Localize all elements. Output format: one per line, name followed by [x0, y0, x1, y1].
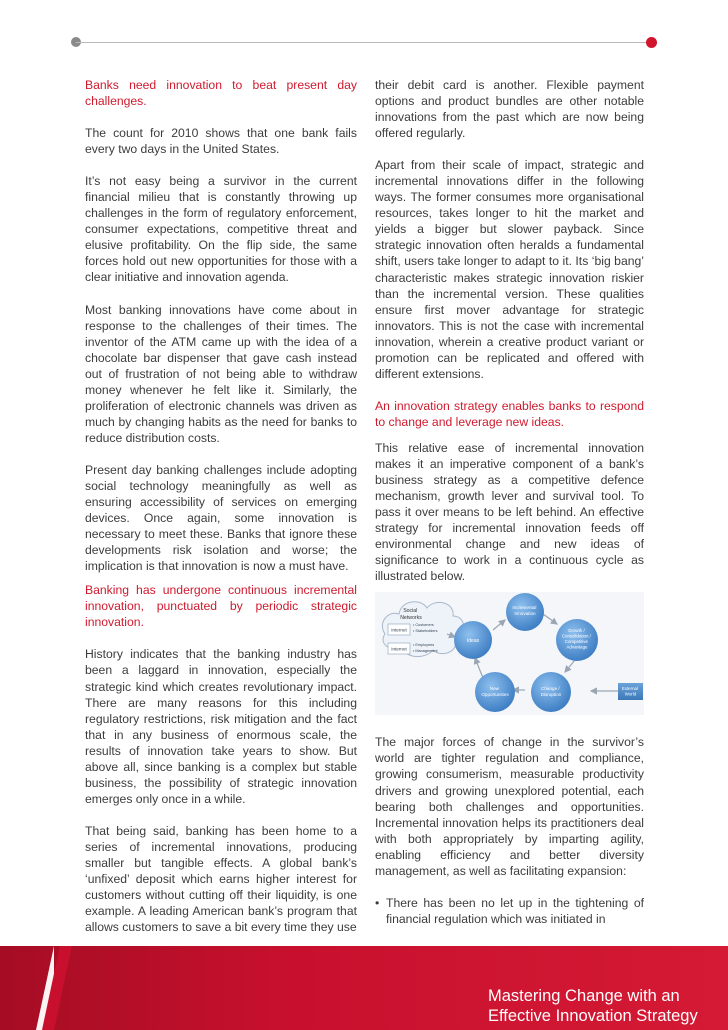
paragraph: their debit card is another. Flexible payment options and product bundles are other notable innovations from the past which are now being offered regularly.: [375, 78, 644, 141]
footer-title: [488, 986, 698, 1026]
right-column: [375, 77, 644, 943]
pull-quote-3: An innovation strategy enables banks to respond to change and leverage new ideas.: [375, 398, 644, 429]
pull-quote-2: Banking has undergone continuous incremental innovation, punctuated by periodic strategic innovation.: [85, 583, 357, 630]
paragraph: Apart from their scale of impact, strategic and incremental innovations differ in the following ways. The former consumes more organisational resources, takes longer to hit the market and yields a bigger but slower payback. Since strategic innovation often heralds a fundamental shift, users take longer to adapt to it. Its ‘big bang’ characteristic makes strategic innovation riskier than the incremental version. These qualities ensure first mover advantage for strategic innovators. This is not the case with incremental innovation, wherein a creative product variant or promotion can be replicated and offered with different extensions.: [375, 158, 644, 381]
new-opportunities-line2: Opportunities: [481, 692, 509, 698]
new-opportunities-line1: New: [489, 686, 499, 692]
cloud-title-line1: Social: [403, 608, 418, 615]
paragraph: Present day banking challenges include adopting social technology meaningfully as well as ensuring accessibility of services on emerging devices. Once again, some innovation is necessary to meet these. Banks that ignore these developments risk isolation and worse; the implication is that innovation is now a must have.: [85, 462, 357, 574]
list-employees: • Employees: [413, 643, 435, 648]
growth-label-line3: Competitive: [564, 639, 588, 645]
list-management: • Management: [413, 649, 438, 654]
pull-quote-1: Banks need innovation to beat present day challenges.: [85, 78, 357, 109]
growth-label-line1: Growth /: [568, 628, 585, 634]
footer-band: [0, 946, 728, 1030]
growth-label-line2: Consolidation /: [561, 633, 591, 639]
internet-label-2: Internet: [391, 646, 407, 652]
change-label-line2: Disruption: [540, 692, 562, 698]
bullet-mark: •: [375, 895, 380, 910]
ideas-label: Ideas: [466, 638, 480, 645]
left-column: [85, 77, 357, 935]
header-dot-right: [646, 37, 657, 48]
external-world-line2: World: [624, 691, 637, 697]
bullet-item: [375, 895, 644, 927]
paragraph: History indicates that the banking industry has been a laggard in innovation, especially the strategic kind which creates revolutionary impact. There are many reasons for this including regulatory restrictions, risk mitigation and the fact that in any business of enormous scale, the results of innovation take years to show. But above all, since banking is a complex but stable business, the possibility of strategic innovation emerges only once in a while.: [85, 647, 357, 806]
innovation-cycle-diagram: [375, 592, 644, 715]
paragraph: The major forces of change in the survivor’s world are tighter regulation and compliance, growing consumerism, measurable productivity drivers and growing unexplored potential, each bearing both challenges and opportunities. Incremental innovation helps its practitioners deal with both appropriately by imparting agility, enabling efficiency and better diversity management, as well as facilitating expansion:: [375, 735, 644, 878]
paragraph: It’s not easy being a survivor in the current financial milieu that is constantly throwing up challenges in the form of regulatory enforcement, consumer expectations, competitive threat and elusive profitability. On the flip side, the same forces hold out new opportunities for those with a clear initiative and innovation agenda.: [85, 174, 357, 285]
internet-label-1: Internet: [391, 627, 407, 633]
diagram-svg: [375, 592, 644, 715]
incremental-label-line2: Innovation: [514, 611, 536, 617]
list-stakeholders: • Stakeholders: [413, 629, 438, 634]
footer-title-line2: Effective Innovation Strategy: [488, 1007, 698, 1025]
paragraph: Most banking innovations have come about in response to the challenges of their times. The inventor of the ATM came up with the idea of a chocolate bar dispenser that gave cash instead out of frustration of not being able to withdraw money whenever he felt like it. Similarly, the proliferation of electronic channels was driven as much by changing habits as the need for banks to reduce distribution costs.: [85, 302, 357, 445]
paragraph: This relative ease of incremental innovation makes it an imperative component of a bank’s business strategy as a competitive defence mechanism, growth lever and survival tool. To pass it over means to be left behind. An effective strategy for incremental innovation feeds off environmental change and new ideas of significance to work in a continuous cycle as illustrated below.: [375, 440, 644, 584]
list-customers: • Customers: [413, 623, 434, 628]
cloud-title-line2: Networks: [400, 615, 422, 622]
growth-label-line4: Advantage: [566, 644, 588, 650]
header-rule: [76, 42, 652, 43]
change-label-line1: Change /: [541, 686, 560, 692]
paragraph: That being said, banking has been home to a series of incremental innovations, producing smaller but tangible effects. A global bank’s ‘unfixed’ deposit which earns higher interest for customers without cutting off their liquidity, is one example. A leading American bank’s program that allows customers to save a bit every time they use: [85, 823, 357, 935]
incremental-label: [512, 605, 537, 616]
external-world-line1: External: [621, 686, 638, 692]
incremental-label-line1: Incremental: [512, 605, 537, 611]
footer-title-line1: Mastering Change with an: [488, 987, 680, 1005]
paragraph: The count for 2010 shows that one bank fails every two days in the United States.: [85, 126, 357, 157]
change-label: [541, 686, 562, 697]
bullet-text: There has been no let up in the tightening of financial regulation which was initiated in: [386, 895, 644, 926]
